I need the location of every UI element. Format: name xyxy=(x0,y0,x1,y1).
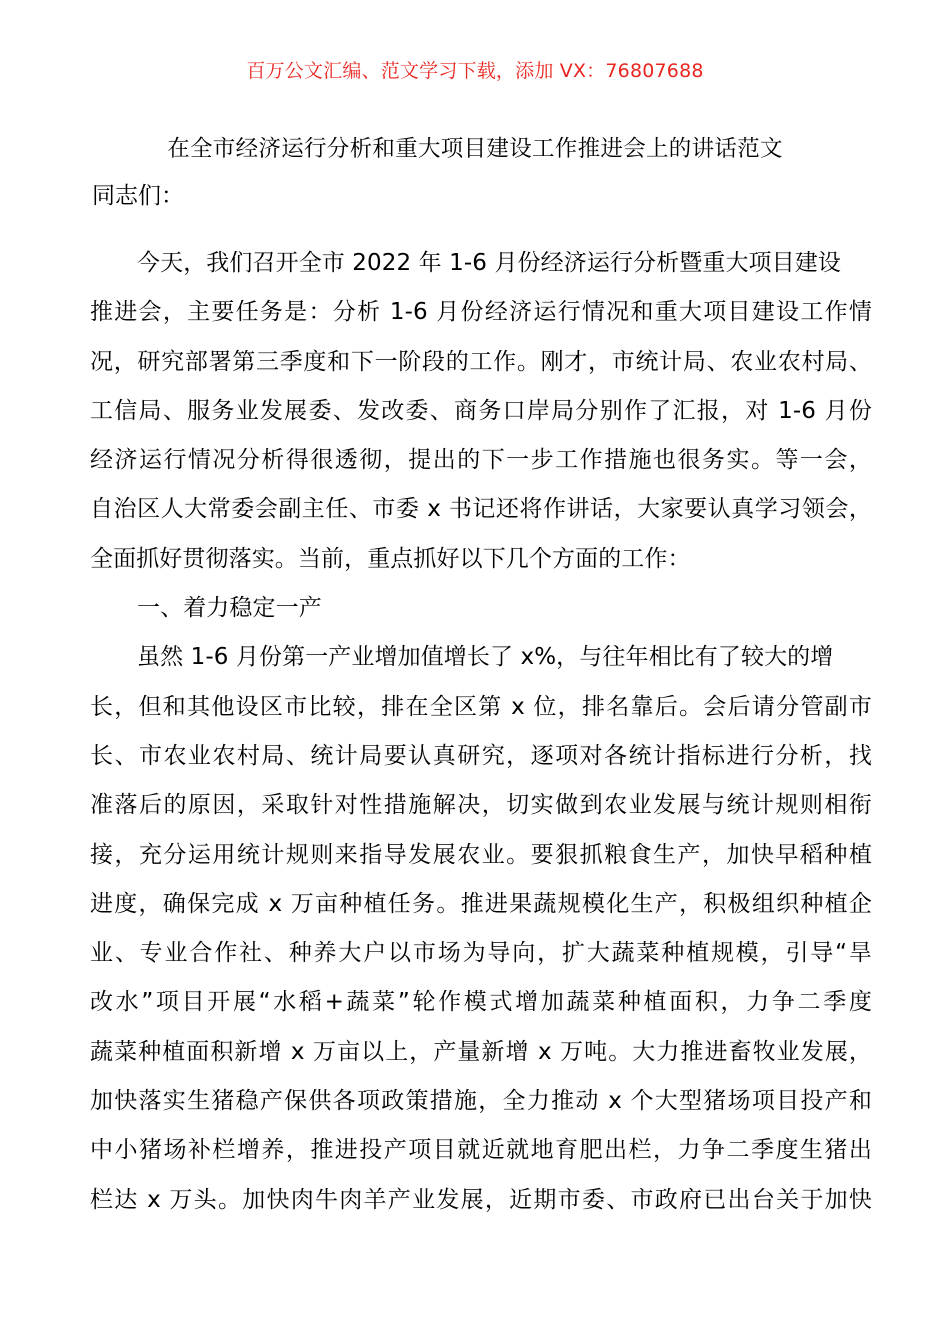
paragraph-line: 今天，我们召开全市 2022 年 1-6 月份经济运行分析暨重大项目建设 xyxy=(137,250,841,276)
paragraph-line: 自治区人大常委会副主任、市委 x 书记还将作讲话，大家要认真学习领会， xyxy=(90,496,872,523)
paragraph-line: 全面抓好贯彻落实。当前，重点抓好以下几个方面的工作： xyxy=(90,545,691,572)
paragraph-line: 虽然 1-6 月份第一产业增加值增长了 x%，与往年相比有了较大的增 xyxy=(137,644,834,671)
paragraph-line: 况，研究部署第三季度和下一阶段的工作。刚才，市统计局、农业农村局、 xyxy=(90,348,872,375)
paragraph-line: 蔬菜种植面积新增 x 万亩以上，产量新增 x 万吨。大力推进畜牧业发展， xyxy=(90,1038,872,1065)
paragraph-line: 推进会，主要任务是：分析 1-6 月份经济运行情况和重大项目建设工作情 xyxy=(90,299,872,326)
paragraph-line: 经济运行情况分析得很透彻，提出的下一步工作措施也很务实。等一会， xyxy=(90,447,872,474)
paragraph-line: 长，但和其他设区市比较，排在全区第 x 位，排名靠后。会后请分管副市 xyxy=(90,693,872,720)
paragraph-line: 工信局、服务业发展委、发改委、商务口岸局分别作了汇报，对 1-6 月份 xyxy=(90,397,872,424)
paragraph-line: 准落后的原因，采取针对性措施解决，切实做到农业发展与统计规则相衔 xyxy=(90,792,872,819)
paragraph-line: 业、专业合作社、种养大户以市场为导向，扩大蔬菜种植规模，引导“旱 xyxy=(90,940,872,967)
paragraph-line: 中小猪场补栏增养，推进投产项目就近就地育肥出栏，力争二季度生猪出 xyxy=(90,1137,872,1164)
paragraph-line: 栏达 x 万头。加快肉牛肉羊产业发展，近期市委、市政府已出台关于加快 xyxy=(90,1186,872,1213)
document-body xyxy=(90,239,872,1225)
header-banner: 百万公文汇编、范文学习下载，添加 VX：76807688 xyxy=(246,60,704,82)
salutation: 同志们： xyxy=(92,183,184,209)
page-title: 在全市经济运行分析和重大项目建设工作推进会上的讲话范文 xyxy=(167,136,783,162)
paragraph-line: 长、市农业农村局、统计局要认真研究，逐项对各统计指标进行分析，找 xyxy=(90,742,872,769)
paragraph-line: 接，充分运用统计规则来指导发展农业。要狠抓粮食生产，加快早稻种植 xyxy=(90,841,872,868)
paragraph-line: 改水”项目开展“水稻+蔬菜”轮作模式增加蔬菜种植面积，力争二季度 xyxy=(90,989,872,1016)
paragraph-line: 加快落实生猪稳产保供各项政策措施，全力推动 x 个大型猪场项目投产和 xyxy=(90,1088,872,1115)
section-heading: 一、着力稳定一产 xyxy=(137,595,322,622)
paragraph-line: 进度，确保完成 x 万亩种植任务。推进果蔬规模化生产，积极组织种植企 xyxy=(90,890,872,917)
